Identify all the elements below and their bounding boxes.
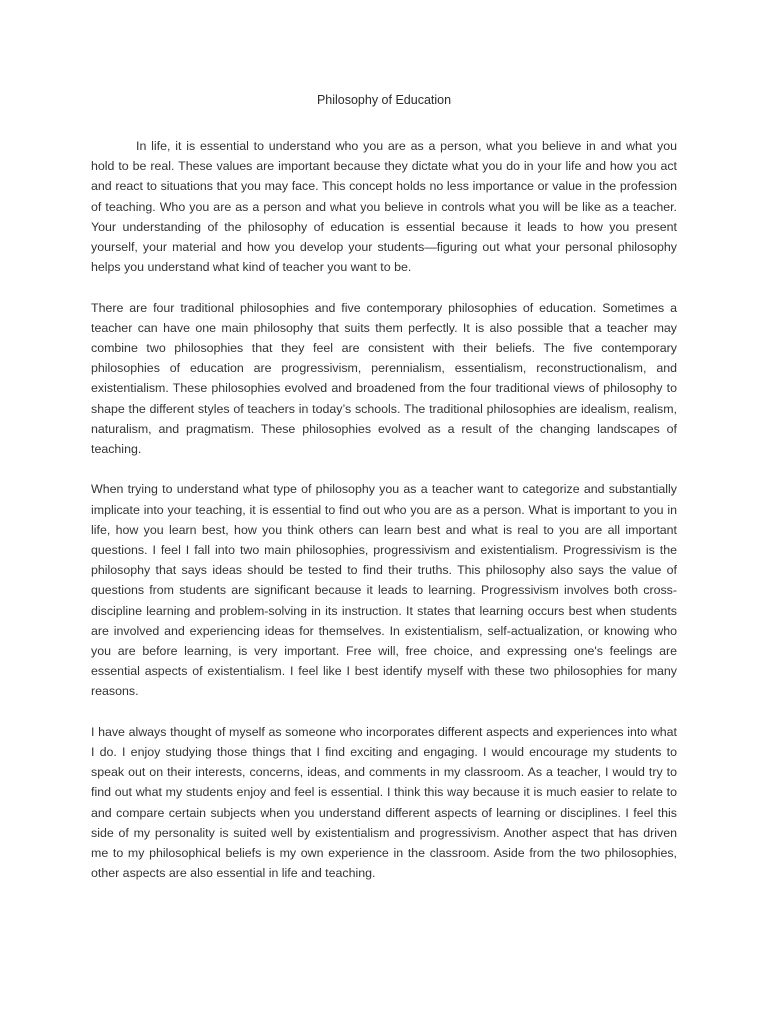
paragraph-1: In life, it is essential to understand who you are as a person, what you believe in and what you hold to be real. These values are important because they dictate what you do in your life and how you act and react to situations that you may face. This concept holds no less importance or value in the profession of teaching. Who you are as a person and what you believe in controls what you will be like as a teacher. Your understanding of the philosophy of education is essential because it leads to how you present yourself, your material and how you develop your students—figuring out what your personal philosophy helps you understand what kind of teacher you want to be.: [91, 139, 677, 275]
paragraph-4: I have always thought of myself as someone who incorporates different aspects and experiences into what I do. I enjoy studying those things that I find exciting and engaging. I would encourage my students to speak out on their interests, concerns, ideas, and comments in my classroom. As a teacher, I would try to find out what my students enjoy and feel is essential. I think this way because it is much easier to relate to and compare certain subjects when you understand different aspects of learning or disciplines. I feel this side of my personality is suited well by existentialism and progressivism. Another aspect that has driven me to my philosophical beliefs is my own experience in the classroom. Aside from the two philosophies, other aspects are also essential in life and teaching.: [91, 724, 677, 881]
paragraph-3: When trying to understand what type of philosophy you as a teacher want to categorize and substantially implicate into your teaching, it is essential to find out who you are as a person. What is important to you in life, how you learn best, how you think others can learn best and what is real to you are all important questions. I feel I fall into two main philosophies, progressivism and existentialism. Progressivism is the philosophy that says ideas should be tested to find their truths. This philosophy also says the value of questions from students are significant because it leads to learning. Progressivism involves both cross-discipline learning and problem-solving in its instruction. It states that learning occurs best when students are involved and experiencing ideas for themselves. In existentialism, self-actualization, or knowing who you are before learning, is very important. Free will, free choice, and expressing one's feelings are essential aspects of existentialism. I feel like I best identify myself with these two philosophies for many reasons.: [91, 482, 677, 699]
paragraph-2: There are four traditional philosophies and five contemporary philosophies of education. Sometimes a teacher can have one main philosophy that suits them perfectly. It is also possible that a teacher may combine two philosophies that they feel are consistent with their beliefs. The five contemporary philosophies of education are progressivism, perennialism, essentialism, reconstructionalism, and existentialism. These philosophies evolved and broadened from the four traditional views of philosophy to shape the different styles of teachers in today’s schools. The traditional philosophies are idealism, realism, naturalism, and pragmatism. These philosophies evolved as a result of the changing landscapes of teaching.: [91, 300, 677, 457]
document-title: Philosophy of Education: [316, 93, 452, 107]
document-body: [91, 136, 677, 904]
